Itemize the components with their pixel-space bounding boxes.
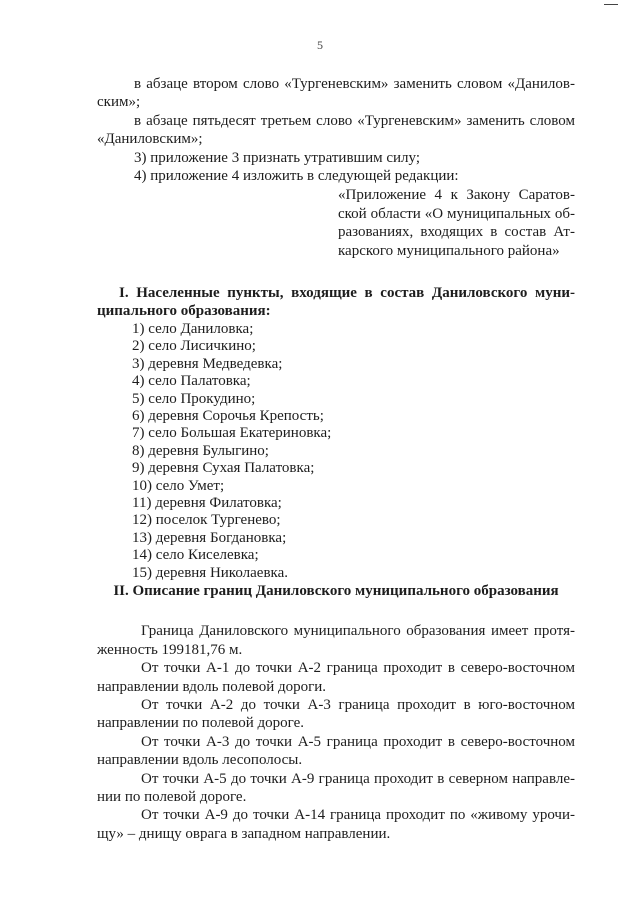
text-line: От точки А-2 до точки А-3 граница проходит в юго-восточном xyxy=(141,697,575,713)
list-item: 14) село Киселевка; xyxy=(132,547,259,564)
boundary-paragraph xyxy=(97,806,575,843)
heading-line: ципального образования: xyxy=(97,303,271,320)
settlement-list xyxy=(97,321,575,582)
list-item: 2) село Лисичкино; xyxy=(132,338,256,355)
list-item: 4) село Палатовка; xyxy=(132,373,251,390)
boundary-paragraph xyxy=(97,696,575,733)
text-line: щу» – днищу оврага в западном направлении. xyxy=(97,825,391,842)
list-item: 9) деревня Сухая Палатовка; xyxy=(132,460,315,477)
list-item: 5) село Прокудино; xyxy=(132,390,256,407)
amendment-paragraph-1 xyxy=(97,75,575,112)
amendment-item-3: 3) приложение 3 признать утратившим силу; xyxy=(134,149,421,166)
text-line: разованиях, входящих в состав Ат- xyxy=(338,224,575,241)
text-line: женность 199181,76 м. xyxy=(97,641,243,658)
appendix-header xyxy=(338,186,575,260)
list-item: 15) деревня Николаевка. xyxy=(132,564,288,581)
list-item: 13) деревня Богдановка; xyxy=(132,529,287,546)
list-item: 12) поселок Тургенево; xyxy=(132,512,281,529)
text-line: нии по полевой дороге. xyxy=(97,789,247,806)
list-item: 6) деревня Сорочья Крепость; xyxy=(132,407,324,424)
list-item: 8) деревня Булыгино; xyxy=(132,442,269,459)
text-line: ским»; xyxy=(97,94,141,111)
text-line: От точки А-5 до точки А-9 граница проходит в северном направле- xyxy=(141,770,575,787)
list-item: 1) село Даниловка; xyxy=(132,320,254,337)
text-line: От точки А-3 до точки А-5 граница проходит в северо-восточном xyxy=(141,733,575,750)
boundary-description xyxy=(97,622,575,843)
text-line: в абзаце пятьдесят третьем слово «Тургеневским» заменить словом xyxy=(134,112,575,129)
text-line: направлении по полевой дороге. xyxy=(97,715,305,732)
amendment-item-4: 4) приложение 4 изложить в следующей редакции: xyxy=(134,168,459,185)
text-line: «Даниловским»; xyxy=(97,131,203,148)
text-line: Граница Даниловского муниципального образования имеет протя- xyxy=(141,623,575,640)
boundary-paragraph xyxy=(97,622,575,659)
text-line: ской области «О муниципальных об- xyxy=(338,205,575,222)
list-item: 3) деревня Медведевка; xyxy=(132,355,283,372)
page-number: 5 xyxy=(317,38,323,52)
list-item: 7) село Большая Екатериновка; xyxy=(132,425,332,442)
amendment-paragraph-2 xyxy=(97,112,575,149)
heading-line: I. Населенные пункты, входящие в состав Даниловского муни- xyxy=(119,285,575,302)
text-line: направлении вдоль лесополосы. xyxy=(97,752,303,769)
text-line: направлении вдоль полевой дороги. xyxy=(97,678,327,695)
document-body xyxy=(97,75,575,843)
text-line: «Приложение 4 к Закону Саратов- xyxy=(338,187,575,204)
section-1-heading xyxy=(97,284,575,321)
scan-edge-mark xyxy=(604,4,618,5)
section-2-heading: II. Описание границ Даниловского муниципального образования xyxy=(113,582,559,599)
text-line: в абзаце втором слово «Тургеневским» заменить словом «Данилов- xyxy=(134,76,575,92)
text-line: От точки А-9 до точки А-14 граница проходит по «живому урочи- xyxy=(141,807,575,824)
list-item: 11) деревня Филатовка; xyxy=(132,494,282,511)
boundary-paragraph xyxy=(97,770,575,807)
text-line: карского муниципального района» xyxy=(338,242,560,259)
boundary-paragraph xyxy=(97,659,575,696)
boundary-paragraph xyxy=(97,733,575,770)
text-line: От точки А-1 до точки А-2 граница проходит в северо-восточном xyxy=(141,660,575,677)
list-item: 10) село Умет; xyxy=(132,477,225,494)
